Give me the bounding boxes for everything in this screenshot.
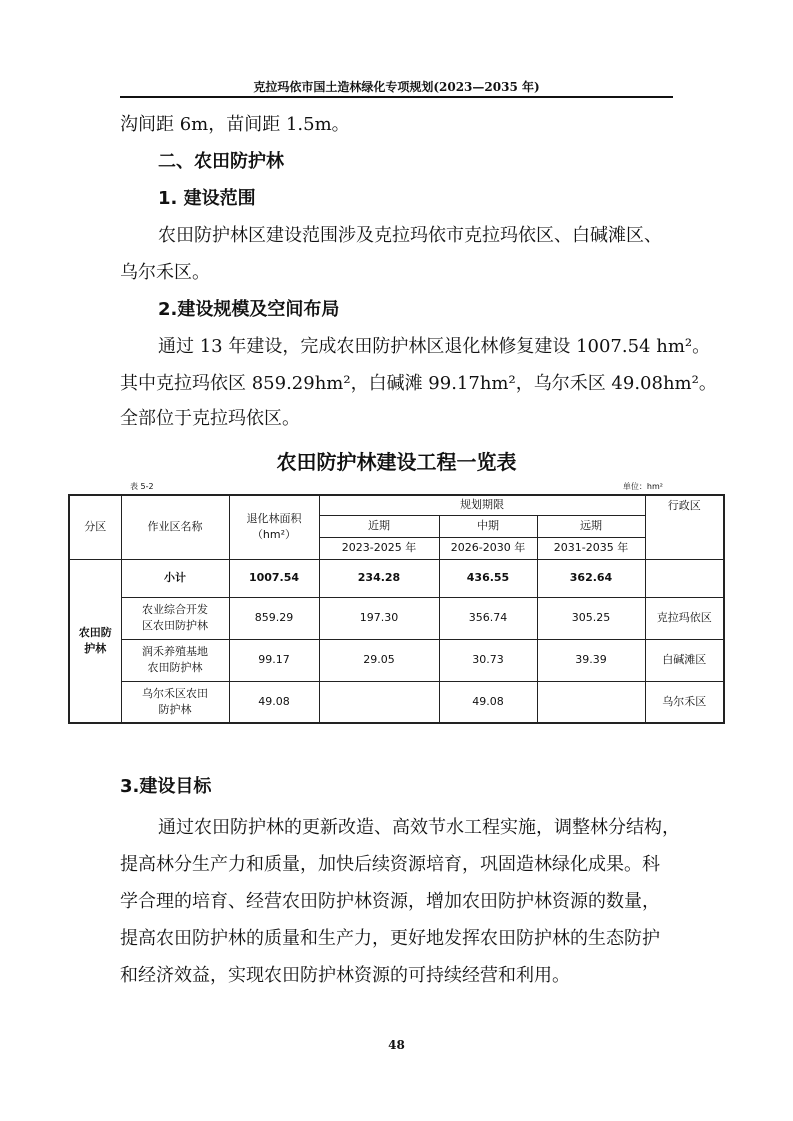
table-row — [69, 681, 724, 723]
mid-value: 30.73 — [439, 639, 537, 681]
work-area-name-line2: 农田防护林 — [147, 661, 203, 674]
far-value — [537, 681, 645, 723]
zone-label-line1: 农田防 — [78, 625, 112, 639]
work-area-name-line2: 区农田防护林 — [142, 619, 208, 632]
work-area-name — [121, 681, 229, 723]
header-rule — [120, 96, 673, 98]
header-zone: 分区 — [69, 495, 121, 559]
paragraph-line: 全部位于克拉玛依区。 — [120, 408, 300, 429]
paragraph-line: 学合理的培育、经营农田防护林资源，增加农田防护林资源的数量， — [120, 891, 660, 912]
header-mid: 中期 — [439, 515, 537, 537]
subtotal-name: 小计 — [121, 559, 229, 597]
table-number: 表 5-2 — [130, 482, 154, 491]
header-area-unit: （hm²） — [251, 528, 297, 542]
admin-value: 乌尔禾区 — [645, 681, 724, 723]
area-value: 49.08 — [229, 681, 319, 723]
header-period: 规划期限 — [319, 495, 645, 515]
paragraph-line: 通过农田防护林的更新改造、高效节水工程实施，调整林分结构， — [158, 817, 680, 838]
near-value: 29.05 — [319, 639, 439, 681]
paragraph-line: 和经济效益，实现农田防护林资源的可持续经营和利用。 — [120, 965, 570, 986]
mid-value: 356.74 — [439, 597, 537, 639]
near-value: 197.30 — [319, 597, 439, 639]
zone-label-line2: 护林 — [84, 641, 107, 655]
subtotal-admin — [645, 559, 724, 597]
work-area-name-line1: 农业综合开发 — [142, 603, 208, 616]
zone-cell — [69, 559, 121, 723]
header-admin: 行政区 — [645, 495, 724, 515]
header-near-years: 2023-2025 年 — [319, 537, 439, 559]
paragraph-line: 沟间距 6m，苗间距 1.5m。 — [120, 114, 350, 135]
paragraph-line: 提高农田防护林的质量和生产力，更好地发挥农田防护林的生态防护 — [120, 928, 660, 949]
table-row-subtotal — [69, 559, 724, 597]
subtotal-mid: 436.55 — [439, 559, 537, 597]
page-number: 48 — [388, 1038, 405, 1052]
work-area-name-line2: 防护林 — [158, 702, 192, 716]
header-area — [229, 495, 319, 559]
work-area-name-line1: 润禾养殖基地 — [142, 645, 208, 658]
mid-value: 49.08 — [439, 681, 537, 723]
construction-table — [68, 494, 725, 724]
section-heading: 二、农田防护林 — [158, 151, 284, 172]
paragraph-line: 提高林分生产力和质量，加快后续资源培育，巩固造林绿化成果。科 — [120, 854, 660, 875]
admin-value: 白碱滩区 — [645, 639, 724, 681]
running-header: 克拉玛依市国土造林绿化专项规划(2023—2035 年) — [253, 80, 540, 94]
subtotal-area: 1007.54 — [229, 559, 319, 597]
header-area-label: 退化林面积 — [246, 512, 302, 526]
header-far: 远期 — [537, 515, 645, 537]
work-area-name-line1: 乌尔禾区农田 — [142, 686, 208, 700]
far-value: 39.39 — [537, 639, 645, 681]
far-value: 305.25 — [537, 597, 645, 639]
table-title: 农田防护林建设工程一览表 — [276, 450, 517, 474]
subsection-heading: 2.建设规模及空间布局 — [158, 299, 340, 320]
work-area-name — [121, 597, 229, 639]
header-near: 近期 — [319, 515, 439, 537]
paragraph-line: 乌尔禾区。 — [120, 262, 210, 283]
admin-value: 克拉玛依区 — [645, 597, 724, 639]
subsection-heading: 3.建设目标 — [120, 776, 212, 797]
paragraph-line: 通过 13 年建设，完成农田防护林区退化林修复建设 1007.54 hm²。 — [158, 336, 711, 357]
goal-paragraph — [120, 809, 680, 994]
paragraph-line: 农田防护林区建设范围涉及克拉玛依市克拉玛依区、白碱滩区、 — [158, 225, 662, 246]
header-mid-years: 2026-2030 年 — [439, 537, 537, 559]
work-area-name — [121, 639, 229, 681]
table-unit: 单位：hm² — [622, 482, 663, 491]
header-far-years: 2031-2035 年 — [537, 537, 645, 559]
paragraph-line: 其中克拉玛依区 859.29hm²，白碱滩 99.17hm²，乌尔禾区 49.08hm²。 — [120, 373, 717, 394]
subsection-heading: 1. 建设范围 — [158, 188, 256, 209]
table-row — [69, 597, 724, 639]
subtotal-near: 234.28 — [319, 559, 439, 597]
area-value: 859.29 — [229, 597, 319, 639]
subtotal-far: 362.64 — [537, 559, 645, 597]
header-admin-blank — [645, 515, 724, 559]
header-work-area: 作业区名称 — [121, 495, 229, 559]
table-row — [69, 639, 724, 681]
near-value — [319, 681, 439, 723]
area-value: 99.17 — [229, 639, 319, 681]
